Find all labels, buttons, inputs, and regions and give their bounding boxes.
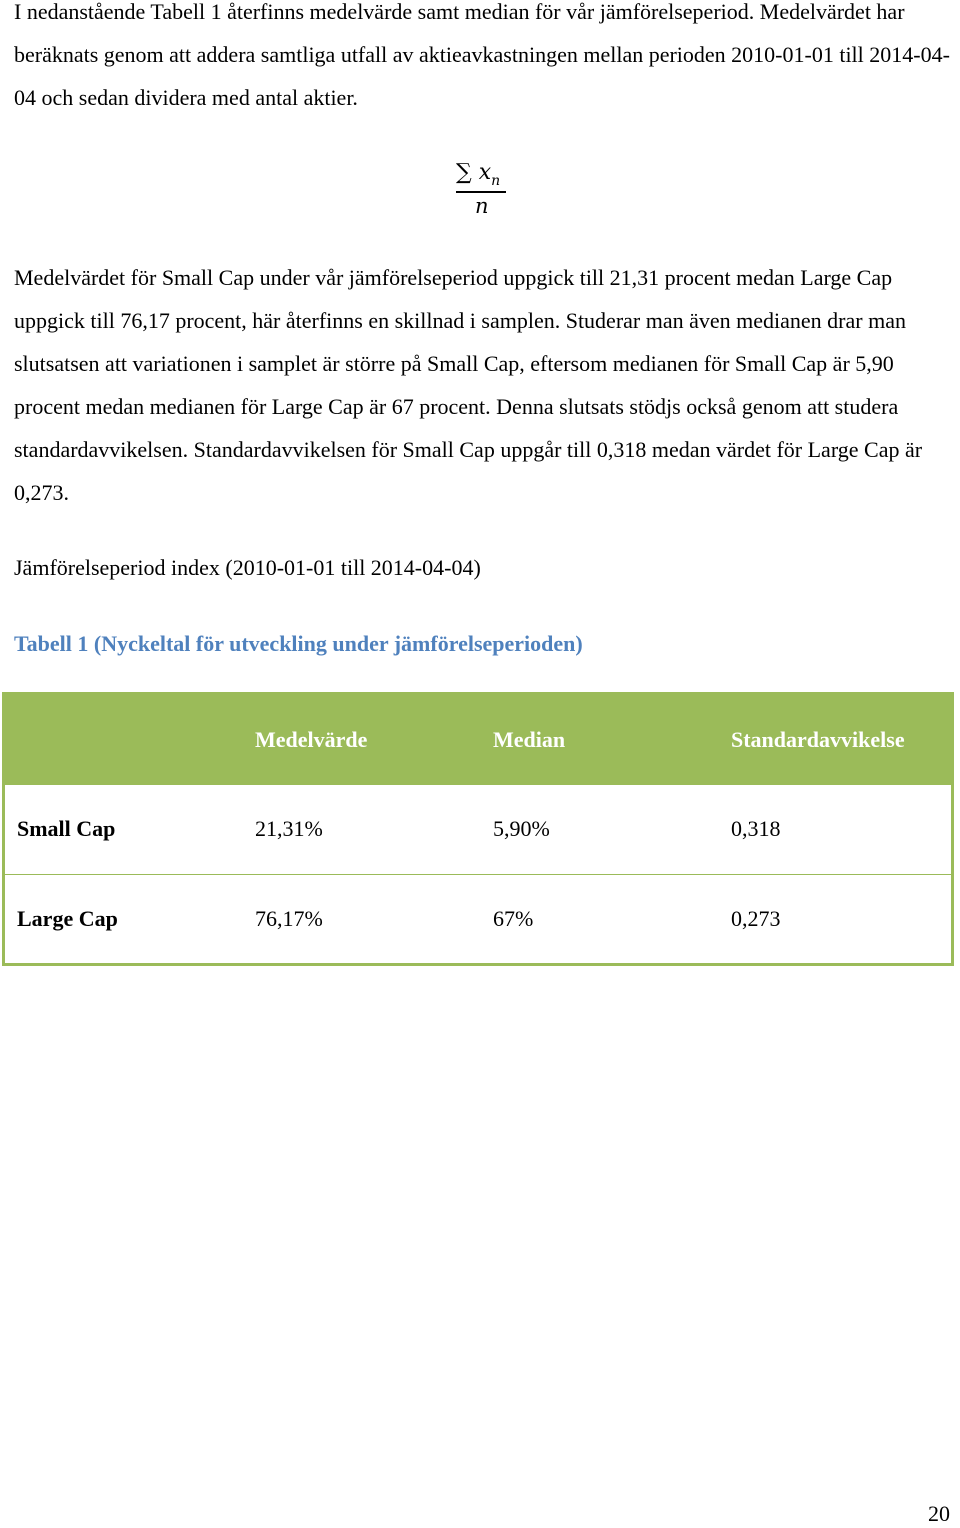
table-cell: 0,318 <box>731 816 781 842</box>
sum-symbol: ∑ <box>456 160 472 185</box>
table-row-label: Small Cap <box>17 816 116 842</box>
table-row <box>4 875 953 965</box>
table-cell: 21,31% <box>255 816 323 842</box>
table-header-cell <box>4 694 256 785</box>
table-header-cell: Median <box>493 726 566 752</box>
formula-denominator: n <box>475 194 489 218</box>
table-cell: 67% <box>493 875 731 965</box>
table-header-cell: Medelvärde <box>255 726 368 752</box>
intro-paragraph: I nedanstående Tabell 1 återfinns medelvärde samt median för vår jämförelseperiod. Medelvärdet har beräknats genom att addera samtliga utfall av aktieavkastningen mellan perioden 2010-01-01 till 2014-04-04 och sedan dividera med antal aktier. <box>14 0 950 110</box>
page-number: 20 <box>928 1501 950 1526</box>
mean-formula <box>452 158 512 222</box>
formula-variable: x <box>478 160 492 185</box>
key-figures-table <box>2 692 954 966</box>
table-cell: 0,273 <box>731 875 953 965</box>
table-row-label: Large Cap <box>4 875 256 965</box>
table-header-cell: Standardavvikelse <box>731 726 905 752</box>
formula-numerator <box>456 158 500 190</box>
table-row <box>4 785 953 875</box>
table-header-row <box>4 694 953 785</box>
table-cell: 5,90% <box>493 816 550 842</box>
analysis-paragraph: Medelvärdet för Small Cap under vår jämförelseperiod uppgick till 21,31 procent medan Large Cap uppgick till 76,17 procent, här återfinns en skillnad i samplen. Studerar man även medianen drar man slutsatsen att variationen i samplet är större på Small Cap, eftersom medianen för Small Cap är 5,90 procent medan medianen för Large Cap är 67 procent. Denna slutsats stödjs också genom att studera standardavvikelsen. Standardavvikelsen för Small Cap uppgår till 0,318 medan värdet för Large Cap är 0,273. <box>14 265 923 505</box>
formula-subscript: n <box>491 173 501 189</box>
comparison-period-label: Jämförelseperiod index (2010-01-01 till 2014-04-04) <box>14 555 481 580</box>
table-cell: 76,17% <box>255 875 493 965</box>
table-caption: Tabell 1 (Nyckeltal för utveckling under jämförelseperioden) <box>14 631 583 656</box>
